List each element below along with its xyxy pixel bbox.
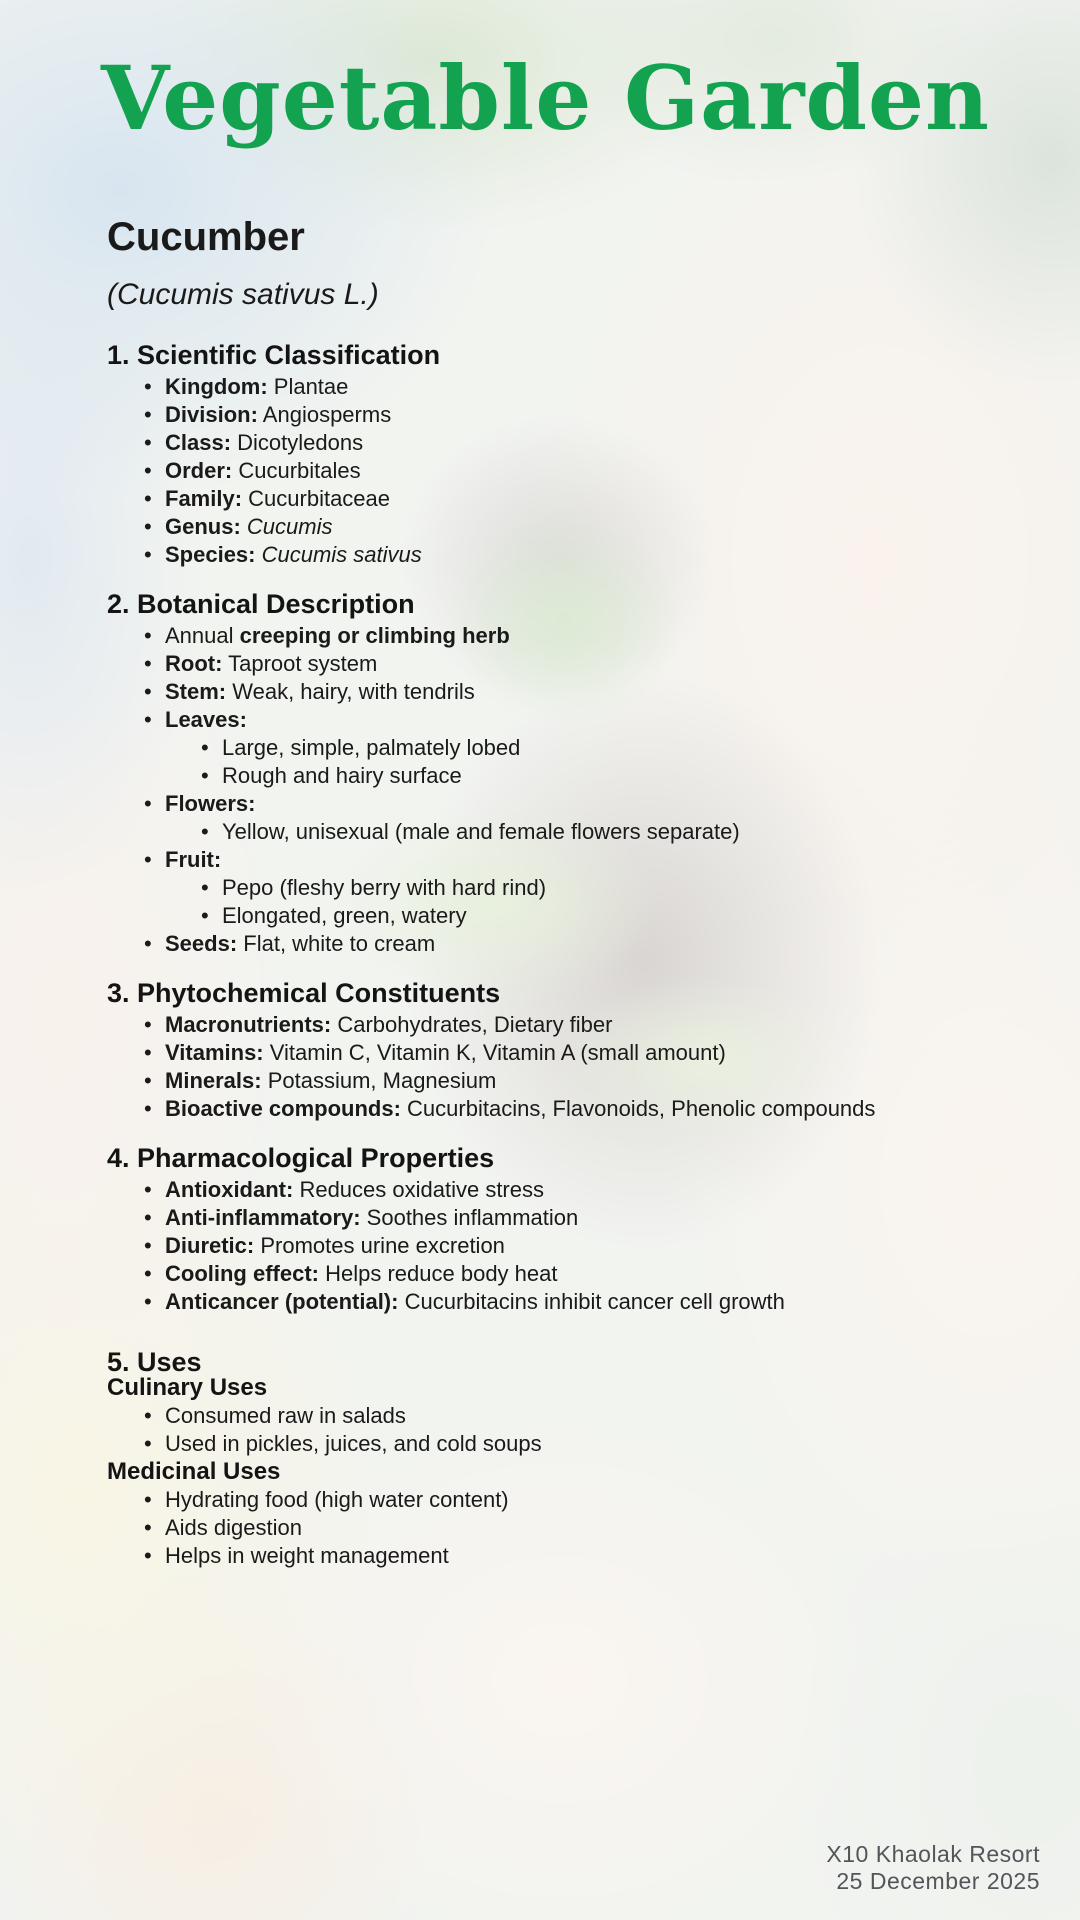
bullet-item: • Species: Cucumis sativus [144,542,422,567]
bullet-item: • Vitamins: Vitamin C, Vitamin K, Vitamin A (small amount) [144,1040,726,1065]
bullet-item: • Diuretic: Promotes urine excretion [144,1233,505,1258]
bullet-icon: • [144,1515,152,1540]
bullet-icon: • [144,623,152,648]
sub-bullet-item: • Rough and hairy surface [201,763,462,788]
page-title: Vegetable Garden [101,46,990,150]
section-heading: 4. Pharmacological Properties [107,1143,495,1173]
bullet-icon: • [144,1543,152,1568]
bullet-icon: • [144,402,152,427]
bullet-icon: • [144,1040,152,1065]
bullet-icon: • [144,931,152,956]
bullet-item: • Antioxidant: Reduces oxidative stress [144,1177,544,1202]
bullet-icon: • [144,514,152,539]
section-heading: 2. Botanical Description [107,589,415,619]
bullet-item: • Aids digestion [144,1515,302,1540]
bullet-item: • Class: Dicotyledons [144,430,364,455]
bullet-item: • Family: Cucurbitaceae [144,486,391,511]
section-heading: 3. Phytochemical Constituents [107,978,501,1008]
bullet-icon: • [144,651,152,676]
bullet-icon: • [201,903,209,928]
bullet-item: • Cooling effect: Helps reduce body heat [144,1261,558,1286]
bullet-icon: • [144,486,152,511]
bullet-icon: • [144,1261,152,1286]
sub-bullet-item: • Large, simple, palmately lobed [201,735,521,760]
bullet-icon: • [144,1233,152,1258]
bullet-icon: • [144,1096,152,1121]
bullet-item: • Macronutrients: Carbohydrates, Dietary fiber [144,1012,613,1037]
subsection-heading: Culinary Uses [107,1374,268,1401]
bullet-item: • Annual creeping or climbing herb [144,623,510,648]
bullet-item: • Hydrating food (high water content) [144,1487,509,1512]
bullet-icon: • [144,1431,152,1456]
section-heading: 5. Uses [107,1347,202,1377]
bullet-item: • Kingdom: Plantae [144,374,349,399]
bullet-icon: • [201,875,209,900]
bullet-icon: • [144,458,152,483]
bullet-icon: • [144,791,152,816]
bullet-item: • Stem: Weak, hairy, with tendrils [144,679,475,704]
bullet-item: • Genus: Cucumis [144,514,333,539]
bullet-item: • Fruit: [144,847,222,872]
bullet-icon: • [144,1205,152,1230]
bullet-icon: • [144,1068,152,1093]
bullet-item: • Used in pickles, juices, and cold soups [144,1431,542,1456]
bullet-icon: • [144,1177,152,1202]
bullet-icon: • [144,679,152,704]
sections [107,337,1042,1570]
bullet-icon: • [144,1487,152,1512]
bullet-item: • Helps in weight management [144,1543,449,1568]
bullet-item: • Order: Cucurbitales [144,458,361,483]
bullet-icon: • [144,1289,152,1314]
bullet-item: • Consumed raw in salads [144,1403,406,1428]
bullet-item: • Minerals: Potassium, Magnesium [144,1068,497,1093]
bullet-item: • Bioactive compounds: Cucurbitacins, Flavonoids, Phenolic compounds [144,1096,876,1121]
bullet-icon: • [144,542,152,567]
bullet-item: • Anticancer (potential): Cucurbitacins inhibit cancer cell growth [144,1289,785,1314]
sub-bullet-item: • Elongated, green, watery [201,903,467,928]
bullet-item: • Root: Taproot system [144,651,378,676]
section-heading: 1. Scientific Classification [107,340,441,370]
bullet-item: • Anti-inflammatory: Soothes inflammation [144,1205,579,1230]
bullet-icon: • [144,430,152,455]
bullet-item: • Leaves: [144,707,247,732]
bullet-icon: • [201,763,209,788]
footer [826,1841,1040,1895]
subsection-heading: Medicinal Uses [107,1458,281,1485]
bullet-icon: • [201,735,209,760]
scientific-name: (Cucumis sativus L.) [107,278,379,311]
bullet-icon: • [144,374,152,399]
bullet-icon: • [144,1012,152,1037]
bullet-icon: • [201,819,209,844]
bullet-icon: • [144,847,152,872]
vegetable-name: Cucumber [107,215,305,259]
bullet-item: • Division: Angiosperms [144,402,392,427]
bullet-icon: • [144,707,152,732]
footer-date: 25 December 2025 [836,1868,1040,1894]
footer-resort-name: X10 Khaolak Resort [826,1841,1040,1867]
bullet-icon: • [144,1403,152,1428]
sub-bullet-item: • Yellow, unisexual (male and female flowers separate) [201,819,740,844]
sub-bullet-item: • Pepo (fleshy berry with hard rind) [201,875,547,900]
bullet-item: • Flowers: [144,791,256,816]
document-body [107,0,1042,1570]
bullet-item: • Seeds: Flat, white to cream [144,931,436,956]
